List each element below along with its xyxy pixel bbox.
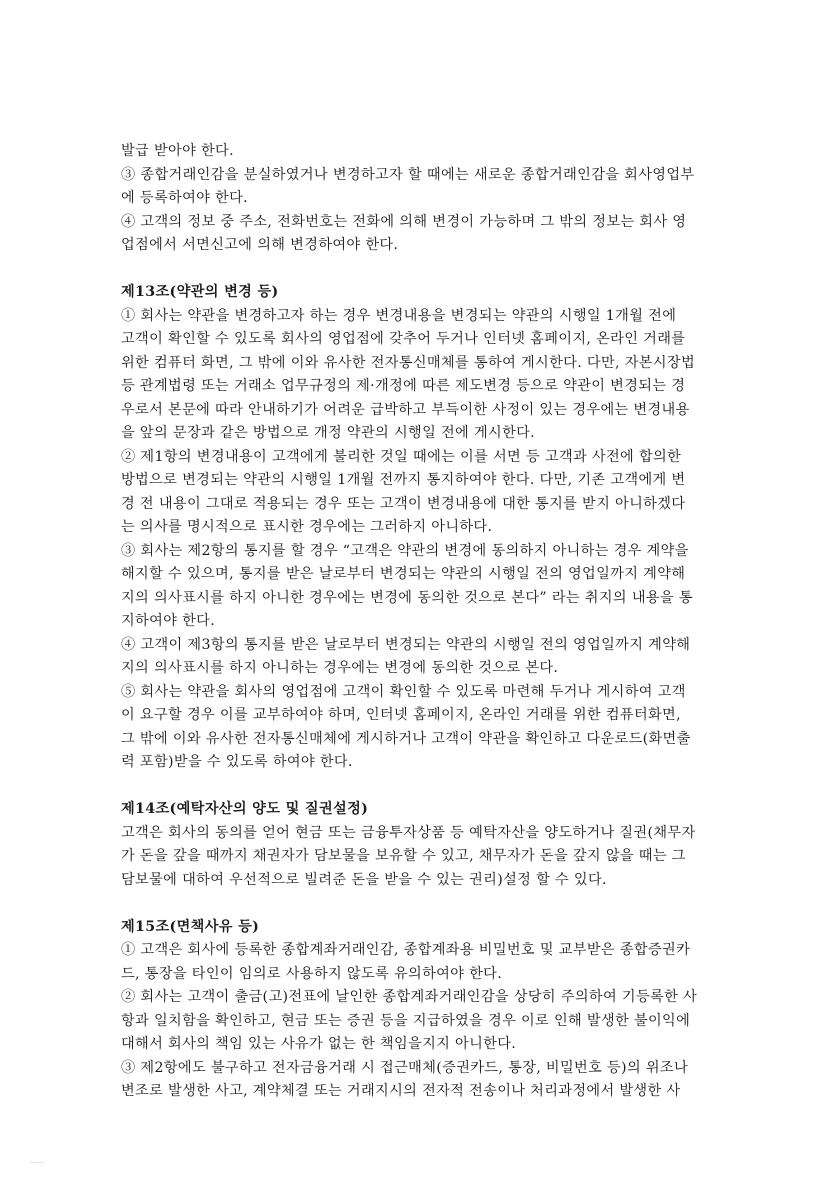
paragraph-gap xyxy=(121,258,741,282)
document-page xyxy=(121,140,741,1104)
text-line: ② 회사는 고객이 출금(고)전표에 날인한 종합계좌거래인감을 상당히 주의하여 기등록한 사 xyxy=(121,989,698,1005)
text-line: 을 앞의 문장과 같은 방법으로 개정 약관의 시행일 전에 게시한다. xyxy=(121,425,536,441)
text-line: 변조로 발생한 사고, 계약체결 또는 거래지시의 전자적 전송이나 처리과정에서 발생한 사 xyxy=(121,1083,681,1099)
text-line: ③ 회사는 제2항의 통지를 할 경우 “고객은 약관의 변경에 동의하지 아니하는 경우 계약을 xyxy=(121,542,689,559)
text-line: ⑤ 회사는 약관을 회사의 영업점에 고객이 확인할 수 있도록 마련해 두거나 게시하여 고객 xyxy=(121,683,686,700)
article-heading: 제15조(면책사유 등) xyxy=(121,918,260,935)
text-line: 우로서 본문에 따라 안내하기가 어려운 급박하고 부득이한 사정이 있는 경우에는 변경내용 xyxy=(121,401,690,418)
text-line: 지의 의사표시를 하지 아니한 경우에는 변경에 동의한 것으로 본다” 라는 취지의 내용을 통 xyxy=(121,589,693,606)
text-line: 력 포함)받을 수 있도록 하여야 한다. xyxy=(121,754,353,770)
text-line: 지하여야 한다. xyxy=(121,613,216,629)
text-line: ③ 제2항에도 불구하고 전자금융거래 시 접근매체(증권카드, 통장, 비밀번호 등)의 위조나 xyxy=(121,1059,689,1076)
article-heading: 제13조(약관의 변경 등) xyxy=(121,284,279,300)
text-line: ③ 종합거래인감을 분실하였거나 변경하고자 할 때에는 새로운 종합거래인감을 회사영업부 xyxy=(121,166,695,183)
text-line: 고객이 확인할 수 있도록 회사의 영업점에 갖추어 두거나 인터넷 홈페이지, 온라인 거래를 xyxy=(121,331,686,347)
text-line: 해지할 수 있으며, 통지를 받은 날로부터 변경되는 약관의 시행일 전의 영업일까지 계약해 xyxy=(121,566,686,582)
text-line: 방법으로 변경되는 약관의 시행일 1개월 전까지 통지하여야 한다. 다만, 기존 고객에게 변 xyxy=(121,472,686,488)
text-line: 에 등록하여야 한다. xyxy=(121,190,249,206)
text-line: ② 제1항의 변경내용이 고객에게 불리한 것일 때에는 이를 서면 등 고객과 사전에 합의한 xyxy=(121,448,682,465)
text-line: ④ 고객의 정보 중 주소, 전화번호는 전화에 의해 변경이 가능하며 그 밖의 정보는 회사 영 xyxy=(121,213,687,230)
paragraph-gap xyxy=(121,775,741,799)
article-heading: 제14조(예탁자산의 양도 및 질권설정) xyxy=(121,801,369,817)
text-line: 위한 컴퓨터 화면, 그 밖에 이와 유사한 전자통신매체를 통하여 게시한다. 다만, 자본시장법 xyxy=(121,354,696,371)
text-line: ① 회사는 약관을 변경하고자 하는 경우 변경내용을 변경되는 약관의 시행일 1개월 전에 xyxy=(121,307,677,324)
text-line: 는 의사를 명시적으로 표시한 경우에는 그러하지 아니하다. xyxy=(121,519,493,535)
text-line: 등 관계법령 또는 거래소 업무규정의 제·개정에 따른 제도변경 등으로 약관이 변경되는 경 xyxy=(121,378,686,394)
text-line: 발급 받아야 한다. xyxy=(121,143,234,159)
text-line: 업점에서 서면신고에 의해 변경하여야 한다. xyxy=(121,237,399,253)
text-line: 대해서 회사의 책임 있는 사유가 없는 한 책임을지지 아니한다. xyxy=(121,1036,517,1052)
text-line: 담보물에 대하여 우선적으로 빌려준 돈을 받을 수 있는 권리)설정 할 수 있다. xyxy=(121,871,607,888)
text-line: 가 돈을 갚을 때까지 채권자가 담보물을 보유할 수 있고, 채무자가 돈을 갚지 않을 때는 그 xyxy=(121,848,686,864)
text-line: 경 전 내용이 그대로 적용되는 경우 또는 고객이 변경내용에 대한 통지를 받지 아니하겠다 xyxy=(121,495,686,512)
paragraph-gap xyxy=(121,892,741,916)
page-footer-mark xyxy=(30,1162,44,1167)
text-line: ① 고객은 회사에 등록한 종합계좌거래인감, 종합계좌용 비밀번호 및 교부받은 종합증권카 xyxy=(121,942,691,958)
text-line: 항과 일치함을 확인하고, 현금 또는 증권 등을 지급하였을 경우 이로 인해 발생한 불이익에 xyxy=(121,1012,691,1029)
text-line: 드, 통장을 타인이 임의로 사용하지 않도록 유의하여야 한다. xyxy=(121,965,503,982)
text-line: 그 밖에 이와 유사한 전자통신매체에 게시하거나 고객이 약관을 확인하고 다운로드(화면출 xyxy=(121,730,691,747)
text-line: 이 요구할 경우 이를 교부하여야 하며, 인터넷 홈페이지, 온라인 거래를 위한 컴퓨터화면, xyxy=(121,707,681,723)
text-line: 지의 의사표시를 하지 아니하는 경우에는 변경에 동의한 것으로 본다. xyxy=(121,660,559,676)
text-line: ④ 고객이 제3항의 통지를 받은 날로부터 변경되는 약관의 시행일 전의 영업일까지 계약해 xyxy=(121,636,691,653)
text-line: 고객은 회사의 동의를 얻어 현금 또는 금융투자상품 등 예탁자산을 양도하거나 질권(채무자 xyxy=(121,824,696,841)
